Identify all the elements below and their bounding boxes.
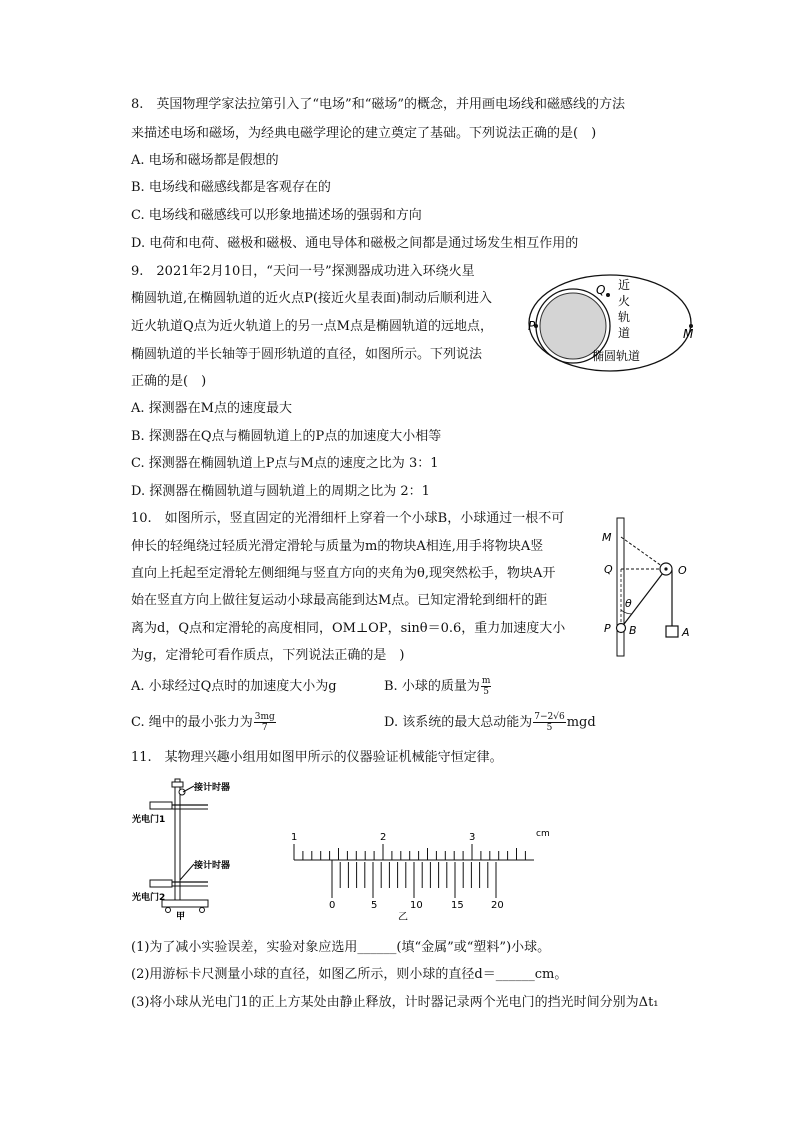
- q10-d-numerator: 7−2√6: [534, 712, 565, 722]
- main-label-3: 3: [469, 832, 476, 843]
- label-p: P: [528, 319, 536, 333]
- gate2-body: [150, 880, 172, 887]
- q10-stem-line6: 为g，定滑轮可看作质点，下列说法正确的是 ): [131, 648, 405, 663]
- q9-option-c: C. 探测器在椭圆轨道上P点与M点的速度之比为 3：1: [131, 456, 439, 471]
- label-a: A: [682, 626, 690, 639]
- main-label-2: 2: [380, 832, 387, 843]
- q8-stem-line1: 8. 英国物理学家法拉第引入了“电场”和“磁场”的概念，并用画电场线和磁感线的方法: [131, 97, 625, 112]
- main-scale-ticks: [294, 844, 525, 860]
- q10-c-denominator: 7: [261, 723, 268, 733]
- main-label-1: 1: [291, 832, 298, 843]
- q10-stem-line2: 伸长的轻绳绕过轻质光滑定滑轮与质量为m的物块A相连,用手将物块A竖: [131, 539, 544, 554]
- label-near-4: 道: [618, 326, 631, 340]
- label-timer-2: 接计时器: [194, 861, 231, 871]
- q10-stem-line4: 始在竖直方向上做往复运动小球最高能到达M点。已知定滑轮到细杆的距: [131, 593, 548, 608]
- q10-option-d: [384, 712, 596, 733]
- pulley-figure: [598, 514, 698, 660]
- pulley-axle: [664, 567, 667, 570]
- q8-option-d: D. 电荷和电荷、磁极和磁极、通电导体和磁极之间都是通过场发生相互作用的: [131, 236, 579, 251]
- label-q: Q: [604, 563, 613, 576]
- q11-stem: 11. 某物理兴趣小组用如图甲所示的仪器验证机械能守恒定律。: [131, 750, 503, 765]
- q10-option-d-fraction: [533, 712, 565, 733]
- q10-stem-line5: 离为d，Q点和定滑轮的高度相同，OM⊥OP，sinθ＝0.6，重力加速度大小: [131, 621, 566, 636]
- label-b: B: [629, 624, 637, 637]
- caption-jia: 甲: [176, 912, 186, 920]
- label-theta: θ: [625, 597, 632, 610]
- label-near-1: 近: [618, 278, 631, 292]
- label-timer-1: 接计时器: [194, 783, 231, 793]
- vernier-label-20: 20: [491, 900, 504, 911]
- vernier-label-10: 10: [410, 900, 423, 911]
- q10-b-denominator: 5: [483, 687, 489, 697]
- stand-pole: [175, 779, 180, 901]
- vernier-scale-ticks: [332, 862, 496, 898]
- q10-option-d-unit: mgd: [566, 715, 596, 730]
- wire-2: [180, 864, 194, 880]
- q10-option-c-text: C. 绳中的最小张力为: [131, 715, 253, 730]
- label-near-2: 火: [618, 294, 631, 308]
- q10-option-b-text: B. 小球的质量为: [384, 679, 480, 694]
- label-m: M: [683, 327, 694, 341]
- q8-option-c: C. 电场线和磁感线可以形象地描述场的强弱和方向: [131, 208, 422, 223]
- dashed-om: [621, 537, 666, 569]
- caption-yi: 乙: [398, 912, 408, 920]
- q8-option-b: B. 电场线和磁感线都是客观存在的: [131, 180, 331, 195]
- q9-stem-line3: 近火轨道Q点为近火轨道上的另一点M点是椭圆轨道的远地点，: [131, 319, 493, 334]
- label-ellipse: 椭圆轨道: [592, 349, 641, 363]
- wire-1: [183, 786, 194, 792]
- vernier-label-15: 15: [451, 900, 464, 911]
- q9-stem-line4: 椭圆轨道的半长轴等于圆形轨道的直径，如图所示。下列说法: [131, 347, 483, 362]
- q9-option-b: B. 探测器在Q点与椭圆轨道上的P点的加速度大小相等: [131, 429, 442, 444]
- base-foot-left: [166, 908, 171, 913]
- q10-stem-line3: 直向上托起至定滑轮左侧细绳与竖直方向的夹角为θ,现突然松手，物块A开: [131, 566, 556, 581]
- q9-option-d: D. 探测器在椭圆轨道与圆轨道上的周期之比为 2：1: [131, 484, 430, 499]
- orbit-figure: [528, 268, 698, 374]
- stand-base: [162, 900, 208, 907]
- q10-option-d-text: D. 该系统的最大总动能为: [384, 715, 533, 730]
- q9-stem-line5: 正确的是( ): [131, 374, 207, 389]
- label-near-3: 轨: [618, 310, 631, 324]
- q8-option-a: A. 电场和磁场都是假想的: [131, 153, 279, 168]
- q10-option-a: A. 小球经过Q点时的加速度大小为g: [131, 679, 337, 694]
- q10-option-b: [384, 676, 492, 697]
- q8-stem-line2: 来描述电场和磁场，为经典电磁学理论的建立奠定了基础。下列说法正确的是( ): [131, 126, 597, 141]
- vernier-label-0: 0: [329, 900, 336, 911]
- unit-cm: cm: [536, 829, 550, 839]
- q11-part-3: (3)将小球从光电门1的正上方某处由静止释放，计时器记录两个光电门的挡光时间分别为Δt₁: [131, 995, 659, 1010]
- q10-option-c-fraction: [254, 712, 276, 733]
- q10-stem-line1: 10. 如图所示，竖直固定的光滑细杆上穿着一个小球B，小球通过一根不可: [131, 511, 565, 526]
- ball-top: [179, 789, 185, 795]
- label-gate-1: 光电门1: [132, 815, 166, 825]
- apparatus-figure-jia: [128, 776, 278, 920]
- vernier-label-5: 5: [371, 900, 378, 911]
- ball-b: [617, 624, 626, 633]
- label-p: P: [604, 622, 611, 635]
- label-o: O: [678, 564, 687, 577]
- q9-option-a: A. 探测器在M点的速度最大: [131, 401, 292, 416]
- block-a: [666, 626, 678, 637]
- base-foot-right: [200, 908, 205, 913]
- point-q: [606, 293, 610, 297]
- q11-part-2: (2)用游标卡尺测量小球的直径，如图乙所示，则小球的直径d＝______cm。: [131, 967, 568, 982]
- q10-b-numerator: m: [481, 676, 491, 686]
- q10-option-b-fraction: [481, 676, 492, 697]
- gate1-body: [150, 802, 172, 809]
- q11-part-1: (1)为了减小实验误差，实验对象应选用______(填“金属”或“塑料”)小球。: [131, 940, 551, 955]
- q9-stem-line2: 椭圆轨道,在椭圆轨道的近火点P(接近火星表面)制动后顺利进入: [131, 291, 493, 306]
- q9-stem-line1: 9. 2021年2月10日，“天问一号”探测器成功进入环绕火星: [131, 264, 475, 279]
- vernier-caliper-figure-yi: [284, 824, 564, 920]
- q10-c-numerator: 3mg: [254, 712, 275, 722]
- label-gate-2: 光电门2: [132, 893, 166, 903]
- label-m: M: [602, 531, 612, 544]
- q10-option-c: [131, 712, 277, 733]
- q10-d-denominator: 5: [546, 723, 553, 733]
- top-clamp: [172, 782, 183, 787]
- label-q: Q: [596, 283, 606, 297]
